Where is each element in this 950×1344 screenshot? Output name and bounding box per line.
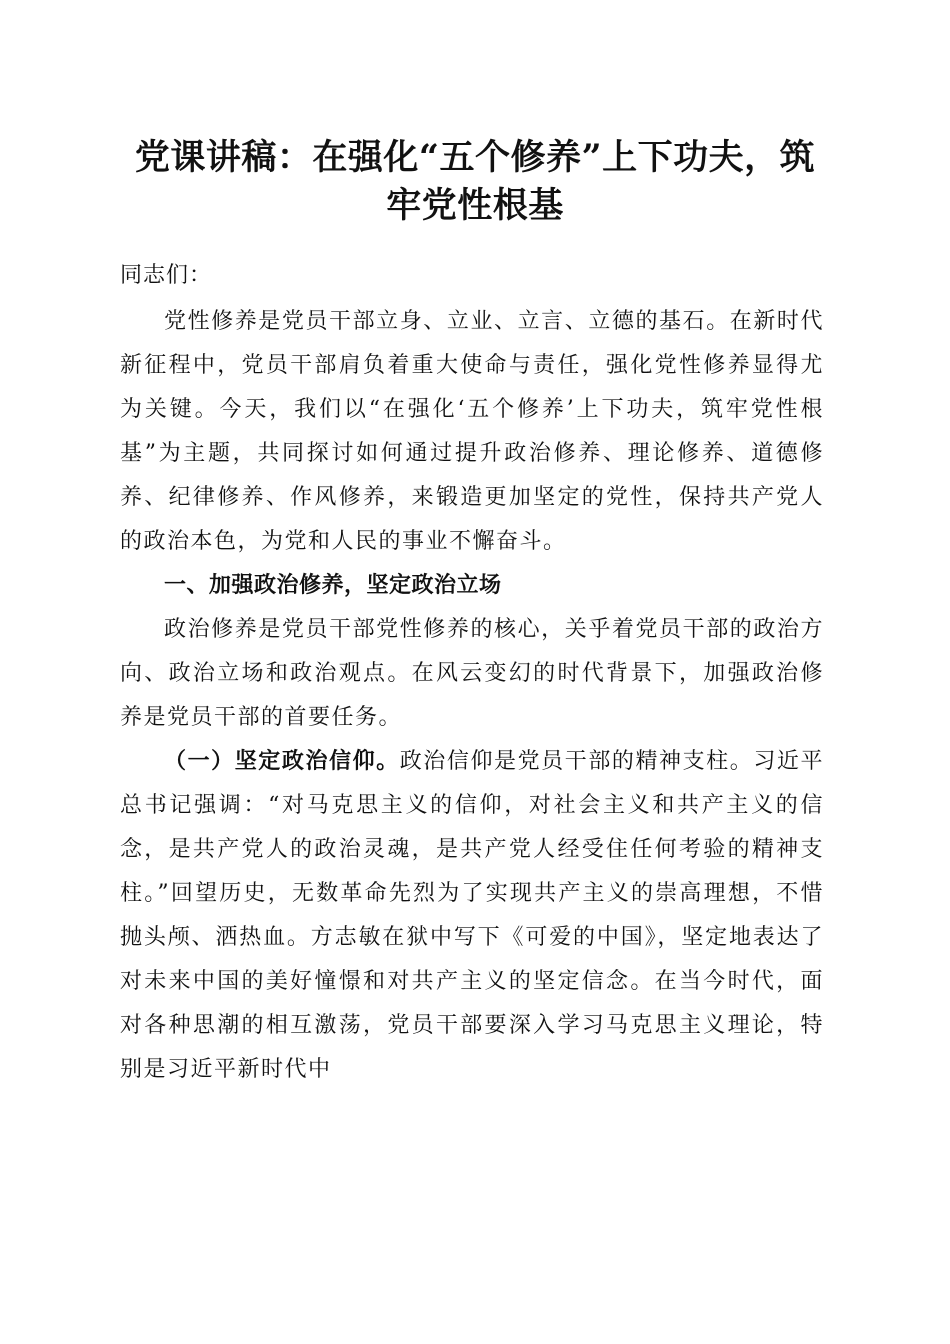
title-line-1: 党课讲稿：在强化“五个修养”上下功夫，筑 — [134, 137, 816, 178]
greeting: 同志们： — [120, 263, 213, 288]
section-1-intro: 政治修养是党员干部党性修养的核心，关乎着党员干部的政治方向、政治立场和政治观点。在风云变幻的时代背景下，加强政治修养是党员干部的首要任务。 — [120, 617, 824, 730]
document-body — [120, 254, 824, 1092]
title-line-2: 牢党性根基 — [386, 185, 564, 226]
intro-paragraph: 党性修养是党员干部立身、立业、立言、立德的基石。在新时代新征程中，党员干部肩负着重大使命与责任，强化党性修养显得尤为关键。今天，我们以“在强化‘五个修养’上下功夫，筑牢党性根基”为主题，共同探讨如何通过提升政治修养、理论修养、道德修养、纪律修养、作风修养，来锻造更加坚定的党性，保持共产党人的政治本色，为党和人民的事业不懈奋斗。 — [120, 309, 824, 554]
subsection-1-paragraph — [120, 740, 824, 1092]
page-title — [100, 134, 850, 230]
subsection-1-lead: （一）坚定政治信仰。 — [164, 749, 400, 774]
subsection-1-text: 政治信仰是党员干部的精神支柱。习近平总书记强调：“对马克思主义的信仰，对社会主义和共产主义的信念，是共产党人的政治灵魂，是共产党人经受住任何考验的精神支柱。”回望历史，无数革命先烈为了实现共产主义的崇高理想，不惜抛头颅、洒热血。方志敏在狱中写下《可爱的中国》，坚定地表达了对未来中国的美好憧憬和对共产主义的坚定信念。在当今时代，面对各种思潮的相互激荡，党员干部要深入学习马克思主义理论，特别是习近平新时代中 — [120, 749, 824, 1082]
section-heading-1: 一、加强政治修养，坚定政治立场 — [164, 573, 502, 598]
